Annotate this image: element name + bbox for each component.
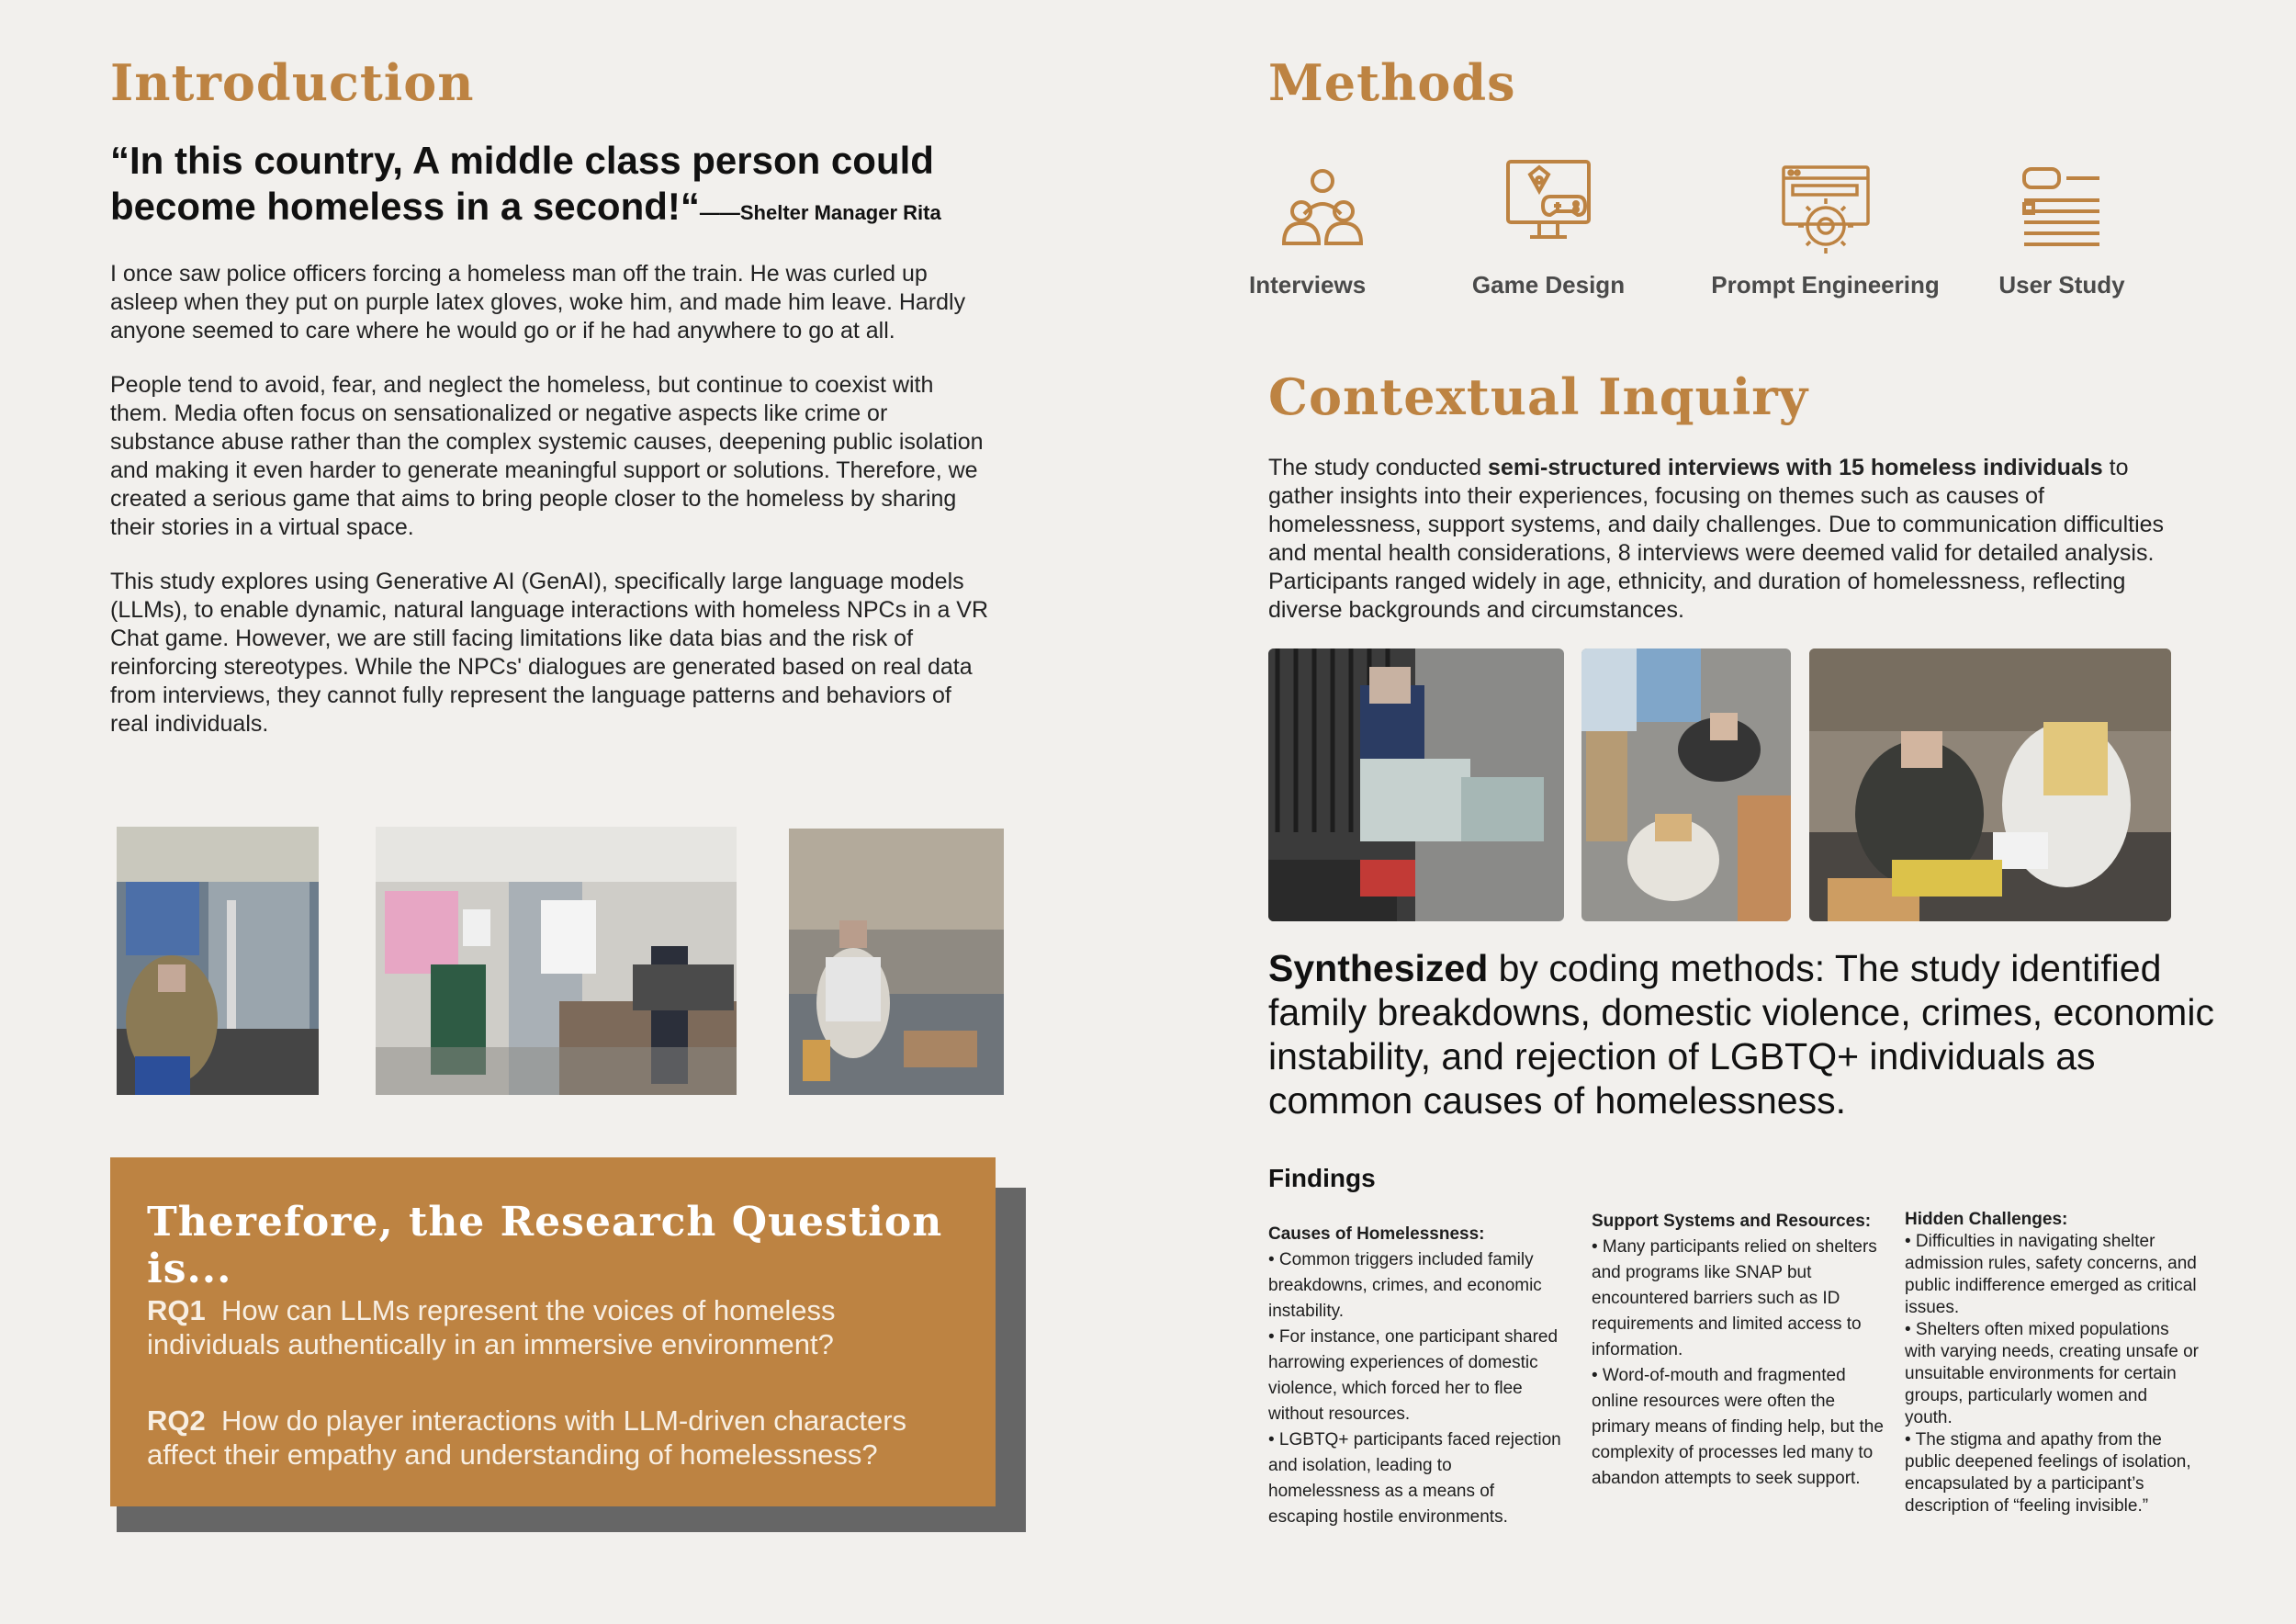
intro-paragraph-3: This study explores using Generative AI (GenAI), specifically large language models (LLMs), to enable dynamic, natural language interactions with homeless NPCs in a VR Chat game. However, we are still facing limitations like data bias and the risk of reinforcing stereotypes. While the NPCs' dialogues are generated based on real data from interviews, they cannot fully represent the language patterns and behaviors of real individuals. (110, 569, 989, 737)
inquiry-heading: Contextual Inquiry (1268, 367, 1809, 426)
photo-interview-overhead (1581, 648, 1791, 921)
quote-text: “In this country, A middle class person could become homeless in a second!“ (110, 139, 934, 228)
methods-heading: Methods (1268, 53, 1516, 112)
rq1-text: How can LLMs represent the voices of homeless individuals authentically in an immersive environment? (147, 1294, 836, 1360)
research-question-box (110, 1157, 996, 1506)
findings-hidden-item: • The stigma and apathy from the public deepened feelings of isolation, encapsulated by a participant’s description of “feeling invisible.” (1905, 1430, 2191, 1516)
document-list-icon (2017, 164, 2109, 255)
method-label-game-design: Game Design (1471, 271, 1626, 299)
browser-gear-icon (1780, 164, 1872, 255)
photo-street-sign (789, 829, 1004, 1095)
inquiry-text-bold: semi-structured interviews with 15 homeless individuals (1488, 455, 2103, 480)
inquiry-text-before: The study conducted (1268, 455, 1489, 480)
synthesis-rest: by coding methods: The study identified family breakdowns, domestic violence, crimes, economic instability, and rejection of LGBTQ+ individuals as common causes of homelessness. (1268, 947, 2214, 1122)
method-label-prompt-engineering: Prompt Engineering (1711, 271, 1940, 299)
rq1 (147, 1293, 974, 1361)
inquiry-text-after: to gather insights into their experiences, focusing on themes such as causes of homelessness, support systems, and daily challenges. Due to communication difficulties and mental health considerations, 8 interviews were deemed valid for detailed analysis. Participants ranged widely in age, ethnicity, and duration of homelessness, reflecting diverse backgrounds and circumstances. (1268, 455, 2165, 623)
intro-quote (110, 138, 1010, 236)
rq2-label: RQ2 (147, 1404, 206, 1437)
findings-causes-item: • For instance, one participant shared harrowing experiences of domestic violence, which forced her to flee without resources. (1268, 1327, 1559, 1424)
quote-attribution: ——Shelter Manager Rita (699, 201, 941, 224)
findings-causes-item: • LGBTQ+ participants faced rejection and isolation, leading to homelessness as a means of escaping hostile environments. (1268, 1430, 1561, 1527)
photo-subway-sleeper (117, 827, 319, 1095)
rq2 (147, 1404, 974, 1472)
findings-causes-item: • Common triggers included family breakdowns, crimes, and economic instability. (1268, 1250, 1542, 1321)
synthesis-statement (1268, 946, 2214, 1122)
intro-body (110, 260, 992, 764)
photo-interview-sitting (1268, 648, 1564, 921)
intro-paragraph-2: People tend to avoid, fear, and neglect the homeless, but continue to coexist with them. Media often focus on sensationalized or negative aspects like crime or substance abuse rather than the complex systemic causes, deepening public isolation and making it even harder to generate meaningful support or solutions. Therefore, we created a serious game that aims to bring people closer to the homeless by sharing their stories in a virtual space. (110, 372, 984, 540)
inquiry-body (1268, 454, 2187, 625)
method-label-interviews: Interviews (1249, 271, 1367, 299)
rq1-label: RQ1 (147, 1294, 206, 1326)
findings-hidden-item: • Shelters often mixed populations with varying needs, creating unsafe or unsuitable environments for certain groups, particularly women and youth. (1905, 1320, 2200, 1427)
synthesis-bold: Synthesized (1268, 947, 1489, 989)
method-label-user-study: User Study (1998, 271, 2125, 299)
rq2-text: How do player interactions with LLM-driven characters affect their empathy and understanding of homelessness? (147, 1404, 907, 1471)
rq-title: Therefore, the Research Question is... (147, 1199, 943, 1292)
findings-hidden-item: • Difficulties in navigating shelter admission rules, safety concerns, and public indifference emerged as critical issues. (1905, 1232, 2197, 1317)
findings-support-title: Support Systems and Resources: (1592, 1212, 1872, 1231)
photo-interview-two-women (1809, 648, 2171, 921)
monitor-gamepad-icon (1503, 156, 1594, 248)
findings-column-hidden (1905, 1209, 2199, 1517)
findings-causes-title: Causes of Homelessness: (1268, 1224, 1485, 1244)
findings-support-item: • Many participants relied on shelters and programs like SNAP but encountered barriers such as ID requirements and limited access to information. (1592, 1237, 1877, 1359)
intro-heading: Introduction (110, 53, 475, 112)
findings-column-support (1592, 1209, 1895, 1492)
photo-shelter-interior (376, 827, 737, 1095)
intro-paragraph-1: I once saw police officers forcing a homeless man off the train. He was curled up asleep when they put on purple latex gloves, woke him, and made him leave. Hardly anyone seemed to care where he would go or if he had anywhere to go at all. (110, 261, 966, 344)
findings-column-causes (1268, 1222, 1564, 1530)
people-group-icon (1277, 161, 1368, 253)
findings-hidden-title: Hidden Challenges: (1905, 1210, 2068, 1229)
findings-support-item: • Word-of-mouth and fragmented online resources were often the primary means of finding help, but the complexity of processes led many to abandon attempts to seek support. (1592, 1366, 1884, 1488)
findings-heading: Findings (1268, 1164, 1376, 1192)
